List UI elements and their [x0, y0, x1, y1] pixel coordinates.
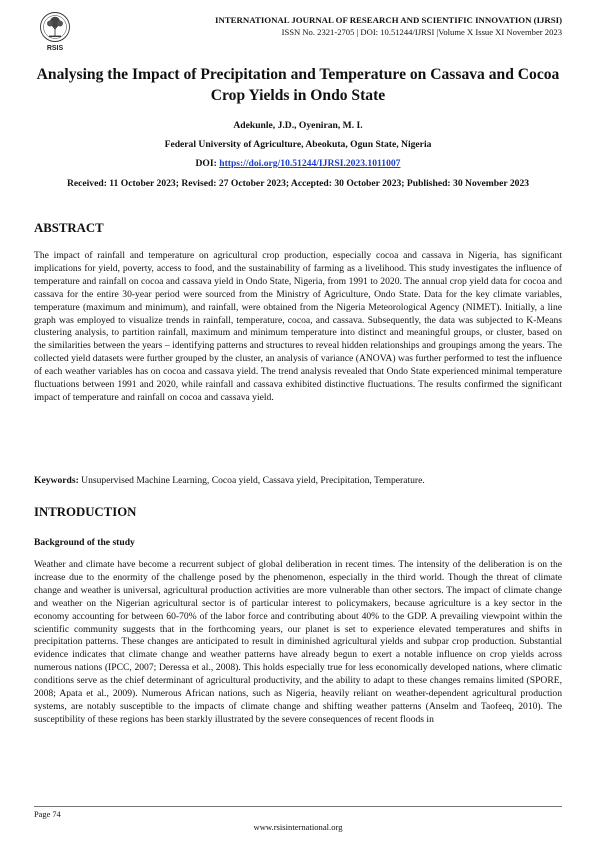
background-subheading: Background of the study	[34, 537, 135, 548]
keywords-label: Keywords:	[34, 475, 79, 486]
publication-dates: Received: 11 October 2023; Revised: 27 October 2023; Accepted: 30 October 2023; Published: 30 November 2023	[66, 178, 530, 189]
footer-website: www.rsisinternational.org	[253, 822, 343, 832]
journal-name: INTERNATIONAL JOURNAL OF RESEARCH AND SCIENTIFIC INNOVATION (IJRSI)	[215, 15, 562, 25]
svg-text:RSIS: RSIS	[46, 45, 64, 52]
keywords	[34, 475, 562, 488]
introduction-heading: INTRODUCTION	[34, 505, 137, 519]
abstract-heading: ABSTRACT	[34, 221, 104, 235]
abstract-text: The impact of rainfall and temperature on agricultural crop production, especially cocoa and cassava in Nigeria, has significant implications for yield, poverty, access to food, and the sustainability of farming as a livelihood. This study investigates the influence of temperature and rainfall on cocoa and cassava yield in Ondo State, Nigeria, from 1991 to 2020. The annual crop yield data for cocoa and cassava for the entire 30-year period were sourced from the Ministry of Agriculture, Ondo State. Data for the key climate variables, temperature (maximum and minimum), and rainfall, were obtained from the Nigeria Meteorological Agency (NIMET). Initially, a line graph was employed to visualize trends in rainfall, temperature, cocoa, and cassava. Subsequently, the data was subjected to K-Means clustering analysis, to partition rainfall, maximum and minimum temperature into distinct and meaningful groups, or cluster, based on the similarities between the years – identifying patterns and structures to reveal hidden relationships and groupings among the years. The collected yield datasets were further grouped by the cluster, an analysis of variance (ANOVA) was further performed to test the influence of each weather variables has on cocoa and cassava yield. The trend analysis revealed that Ondo State experienced minimal temperature fluctuations between 1991 and 2020, while rainfall and cassava exhibited distinctive fluctuations. The results confirmed the significant impact of temperature and rainfall on cocoa and cassava yield.	[34, 250, 562, 403]
page-number: Page 74	[34, 810, 61, 819]
footer-divider	[34, 806, 562, 807]
doi-label: DOI:	[195, 158, 217, 169]
paper-title: Analysing the Impact of Precipitation and Temperature on Cassava and Cocoa Crop Yields in Ondo State	[36, 66, 560, 104]
doi-line	[30, 158, 566, 171]
issn-line: ISSN No. 2321-2705 | DOI: 10.51244/IJRSI |Volume X Issue XI November 2023	[281, 27, 562, 37]
journal-logo	[34, 8, 80, 52]
doi-link[interactable]: https://doi.org/10.51244/IJRSI.2023.1011007	[219, 158, 401, 169]
keywords-text: Unsupervised Machine Learning, Cocoa yield, Cassava yield, Precipitation, Temperature.	[78, 475, 425, 486]
introduction-text: Weather and climate have become a recurrent subject of global deliberation in recent times. The intensity of the deliberation is on the increase due to the enormity of the challenge posed by the phenomenon, especially in the third world. Though the threat of climate change and weather is universal, agricultural production activities are more vulnerable than other sectors. The impact of climate change and weather on the Nigerian agricultural sector is of particular interest to policymakers, because agriculture is a key sector in the economy accounting for between 60-70% of the labor force and contributing about 40% to the GDP. A prevailing viewpoint within the scientific community suggests that in the forthcoming years, our planet is set to experience elevated temperatures and shifts in precipitation patterns. These changes are anticipated to result in diminished agricultural yields and subpar crop production. Substantial evidence indicates that climate change and weather patterns have already begun to exert a notable influence on crop yields across numerous nations (IPCC, 2007; Deressa et al., 2008). This holds especially true for less economically developed nations, where climatic conditions serve as the chief determinant of agricultural productivity, and the ability to adapt to these changes remains limited (SPORE, 2008; Apata et al., 2009). Numerous African nations, such as Nigeria, heavily reliant on weather-dependent agricultural production systems, are notably susceptible to the impacts of climate change and shifting weather patterns (Anselm and Taofeeq, 2010). The susceptibility of these regions has been starkly illustrated by the severe consequences of recent floods in	[34, 559, 562, 725]
authors: Adekunle, J.D., Oyeniran, M. I.	[233, 120, 363, 131]
affiliation: Federal University of Agriculture, Abeokuta, Ogun State, Nigeria	[164, 139, 432, 150]
